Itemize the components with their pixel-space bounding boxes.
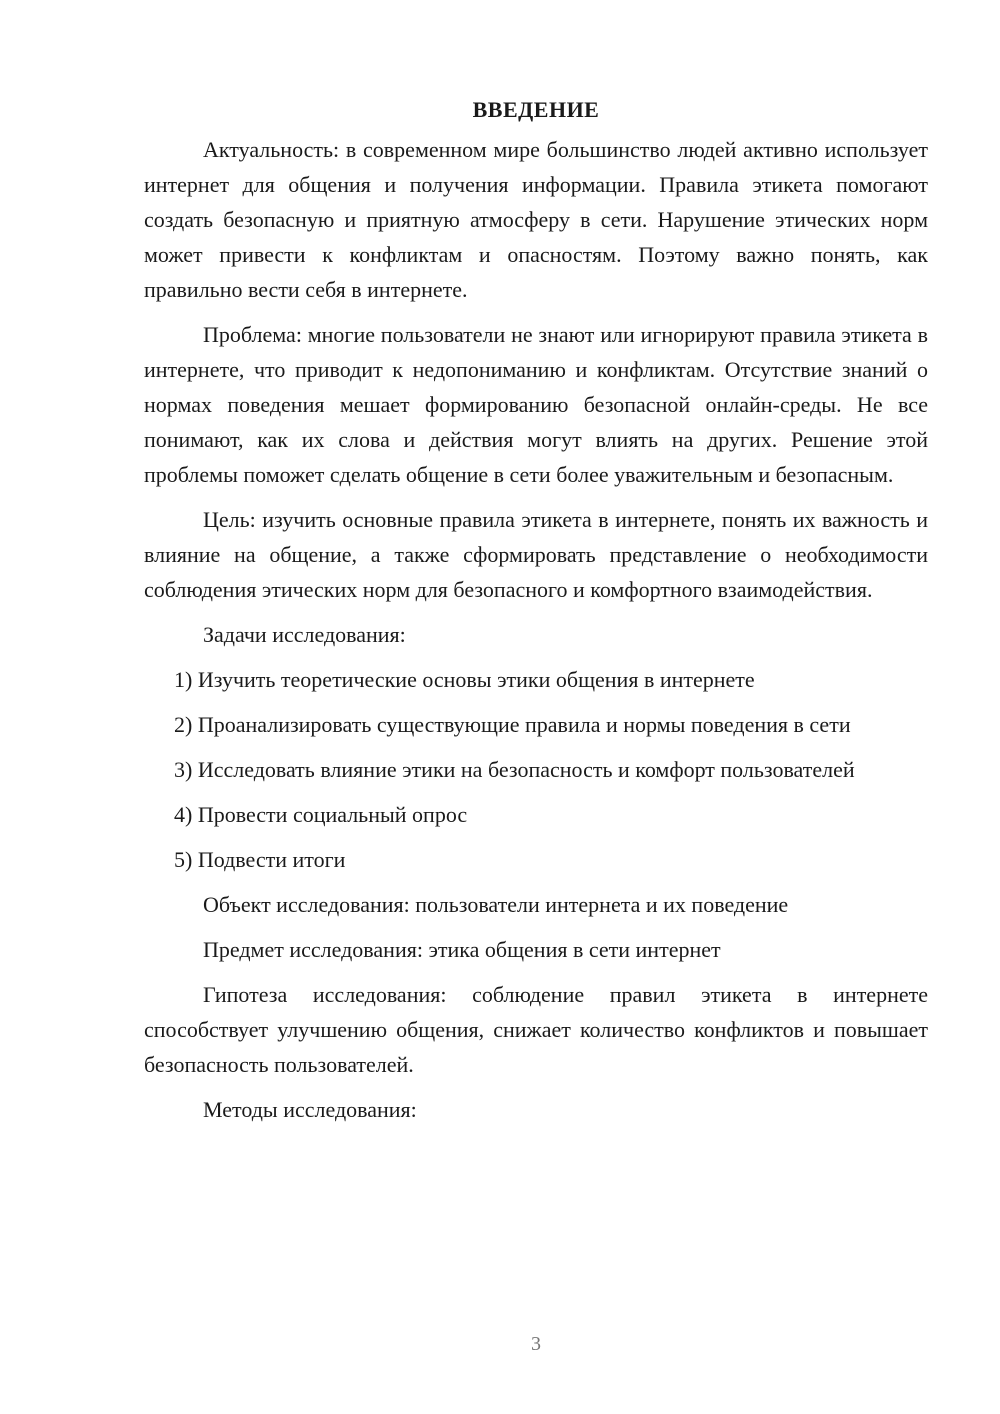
page-number: 3 [531,1333,541,1355]
list-item: 2) Проанализировать существующие правила и нормы поведения в сети [174,712,851,737]
page-title: ВВЕДЕНИЕ [472,97,600,122]
paragraph-goal: Цель: изучить основные правила этикета в интернете, понять их важность и влияние на общение, а также сформировать представление о необходимости соблюдения этических норм для безопасного и комфортного взаимодействия. [144,507,928,602]
list-item: 1) Изучить теоретические основы этики общения в интернете [174,667,755,692]
paragraph-problem: Проблема: многие пользователи не знают или игнорируют правила этикета в интернете, что приводит к недопониманию и конфликтам. Отсутствие знаний о нормах поведения мешает формированию безопасной онлайн-среды. Не все понимают, как их слова и действия могут влиять на других. Решение этой проблемы поможет сделать общение в сети более уважительным и безопасным. [144,322,928,487]
document-page [144,92,928,1137]
paragraph-subject: Предмет исследования: этика общения в сети интернет [203,937,721,962]
paragraph-relevance: Актуальность: в современном мире большинство людей активно использует интернет для общения и получения информации. Правила этикета помогают создать безопасную и приятную атмосферу в сети. Нарушение этических норм может привести к конфликтам и опасностям. Поэтому важно понять, как правильно вести себя в интернете. [144,137,928,302]
paragraph-object: Объект исследования: пользователи интернета и их поведение [203,892,789,917]
paragraph-tasks-heading: Задачи исследования: [203,622,406,647]
list-item: 5) Подвести итоги [174,847,346,872]
paragraph-hypothesis: Гипотеза исследования: соблюдение правил этикета в интернете способствует улучшению общения, снижает количество конфликтов и повышает безопасность пользователей. [144,982,928,1077]
list-item: 3) Исследовать влияние этики на безопасность и комфорт пользователей [174,757,855,782]
paragraph-methods: Методы исследования: [203,1097,417,1122]
list-item: 4) Провести социальный опрос [174,802,468,827]
